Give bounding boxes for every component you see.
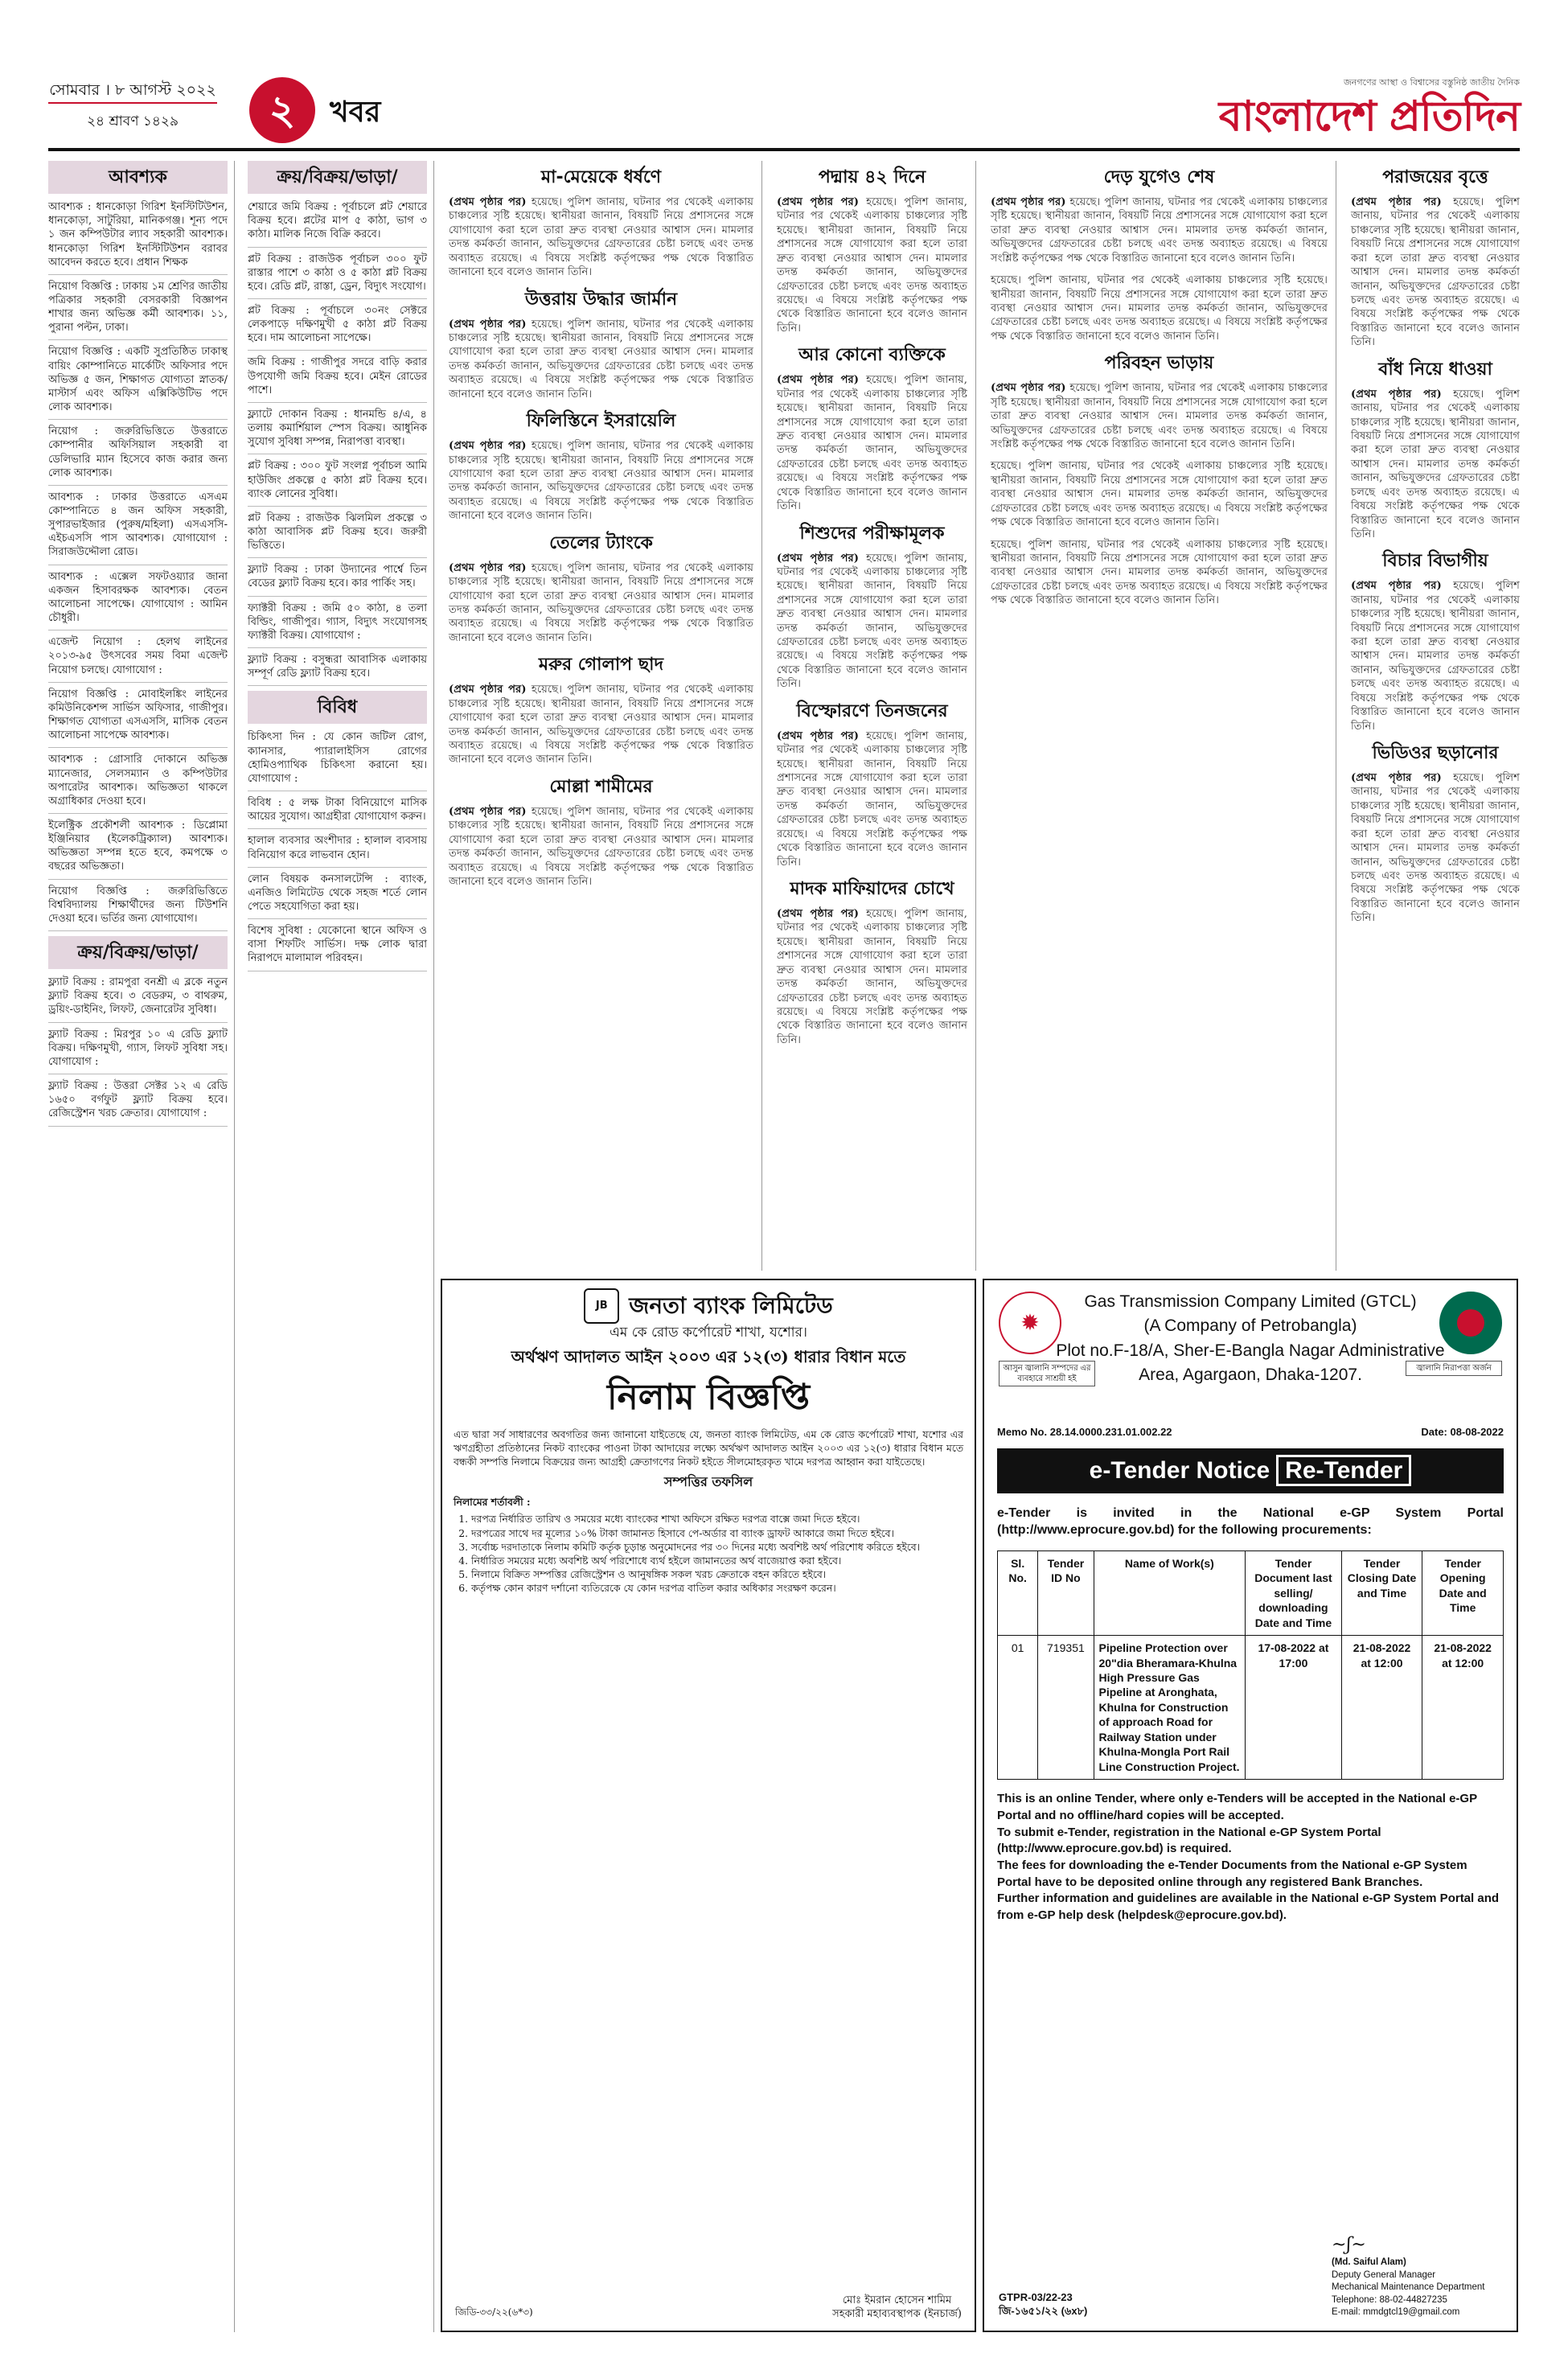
classifieds-column-1 bbox=[48, 161, 235, 2332]
masthead bbox=[48, 77, 1520, 151]
news-column-5 bbox=[983, 161, 1336, 1271]
legal-act: অর্থঋণ আদালত আইন ২০০৩ এর ১২(৩) ধারার বিধান মতে bbox=[511, 1347, 906, 1367]
classified-ad: নিয়োগ বিজ্ঞপ্তি : একটি সুপ্রতিষ্ঠিত ঢাকাস্থ বায়িং কোম্পানিতে মার্কেটিং অফিসার পদে অভিজ্ঞ ৫ জন, শিক্ষাগত যোগ্যতা স্নাতক/মাস্টার্স এবং অফিস এক্সিকিউটিভ পদে লোক আবশ্যক। bbox=[48, 345, 228, 420]
headline-desert-rose: মরুর গোলাপ ছাদ bbox=[538, 655, 664, 676]
headline-mother-daughter: মা-মেয়েকে ধর্ষণে bbox=[540, 167, 662, 187]
classified-ad: প্লট বিক্রয় : ৩০০ ফুট সংলগ্ন পূর্বাচল আমি হাউজিং প্রকল্পে ৫ কাঠা প্লট বিক্রয় হবে। ব্যাংক লোনের সুবিধা। bbox=[248, 459, 427, 506]
classified-ad: হালাল ব্যবসার অংশীদার : হালাল ব্যবসায় বিনিয়োগ করে লাভবান হোন। bbox=[248, 834, 427, 867]
classified-ad: ফ্ল্যাট বিক্রয় : মিরপুর ১০ এ রেডি ফ্ল্যাট বিক্রয়। দক্ষিণমুখী, গ্যাস, লিফট সুবিধা সহ। যোগাযোগ : bbox=[48, 1028, 228, 1074]
article-text: হয়েছে। পুলিশ জানায়, ঘটনার পর থেকেই এলাকায় চাঞ্চল্যের সৃষ্টি হয়েছে। স্থানীয়রা জানান, বিষয়টি নিয়ে প্রশাসনের সঙ্গে যোগাযোগ করা হলে তারা দ্রুত ব্যবস্থা নেওয়ার আশ্বাস দেন। মামলার তদন্ত কর্মকর্তা জানান, অভিযুক্তদের গ্রেফতারের চেষ্টা চলছে এবং তদন্ত অব্যাহত রয়েছে। এ বিষয়ে সংশ্লিষ্ট কর্তৃপক্ষের পক্ষ থেকে বিস্তারিত জানানো হবে বলেও জানান তিনি। bbox=[449, 561, 753, 644]
cell-sl: 01 bbox=[998, 1636, 1038, 1780]
article-text: হয়েছে। পুলিশ জানায়, ঘটনার পর থেকেই এলাকায় চাঞ্চল্যের সৃষ্টি হয়েছে। স্থানীয়রা জানান, বিষয়টি নিয়ে প্রশাসনের সঙ্গে যোগাযোগ করা হলে তারা দ্রুত ব্যবস্থা নেওয়ার আশ্বাস দেন। মামলার তদন্ত কর্মকর্তা জানান, অভিযুক্তদের গ্রেফতারের চেষ্টা চলছে এবং তদন্ত অব্যাহত রয়েছে। এ বিষয়ে সংশ্লিষ্ট কর্তৃপক্ষের পক্ষ থেকে বিস্তারিত জানানো হবে বলেও জানান তিনি। bbox=[1351, 388, 1520, 540]
signature-block bbox=[832, 2294, 962, 2321]
classifieds-column-2 bbox=[241, 161, 434, 2332]
article-text: হয়েছে। পুলিশ জানায়, ঘটনার পর থেকেই এলাকায় চাঞ্চল্যের সৃষ্টি হয়েছে। স্থানীয়রা জানান, বিষয়টি নিয়ে প্রশাসনের সঙ্গে যোগাযোগ করা হলে তারা দ্রুত ব্যবস্থা নেওয়ার আশ্বাস দেন। মামলার তদন্ত কর্মকর্তা জানান, অভিযুক্তদের গ্রেফতারের চেষ্টা চলছে এবং তদন্ত অব্যাহত রয়েছে। এ বিষয়ে সংশ্লিষ্ট কর্তৃপক্ষের পক্ষ থেকে বিস্তারিত জানানো হবে বলেও জানান তিনি। bbox=[449, 196, 753, 279]
article-body bbox=[777, 195, 967, 335]
cell-tender-id: 719351 bbox=[1038, 1636, 1094, 1780]
column-header: Tender Opening Date and Time bbox=[1422, 1550, 1504, 1635]
article-body bbox=[449, 318, 753, 402]
note-line: Further information and guidelines are available in the National e-GP System Portal and from e-GP help desk (helpdesk@eprocure.gov.bd). bbox=[997, 1891, 1500, 1923]
article-body bbox=[777, 729, 967, 869]
signatory-email: E-mail: mmdgtcl19@gmail.com bbox=[1332, 2307, 1460, 2318]
article-body bbox=[777, 907, 967, 1047]
classified-ad: প্লট বিক্রয় : রাজউক পূর্বাচল ৩০০ ফুট রাস্তার পাশে ৩ কাঠা ও ৫ কাঠা প্লট বিক্রয় হবে। রেডি প্লট, রাস্তা, ড্রেন, বিদ্যুৎ সংযোগ। bbox=[248, 253, 427, 299]
bank-name: জনতা ব্যাংক লিমিটেড bbox=[629, 1292, 833, 1319]
continuation-label: (প্রথম পৃষ্ঠার পর) bbox=[777, 196, 860, 209]
article-text: হয়েছে। পুলিশ জানায়, ঘটনার পর থেকেই এলাকায় চাঞ্চল্যের সৃষ্টি হয়েছে। স্থানীয়রা জানান, বিষয়টি নিয়ে প্রশাসনের সঙ্গে যোগাযোগ করা হলে তারা দ্রুত ব্যবস্থা নেওয়ার আশ্বাস দেন। মামলার তদন্ত কর্মকর্তা জানান, অভিযুক্তদের গ্রেফতারের চেষ্টা চলছে এবং তদন্ত অব্যাহত রয়েছে। এ বিষয়ে সংশ্লিষ্ট কর্তৃপক্ষের পক্ষ থেকে বিস্তারিত জানানো হবে বলেও জানান তিনি। bbox=[777, 908, 967, 1046]
gtcl-etender-notice bbox=[983, 1279, 1518, 2332]
ad-code: জি-১৬৫১/২২ (৬x৮) bbox=[999, 2304, 1088, 2317]
continuation-label: (প্রথম পৃষ্ঠার পর) bbox=[777, 552, 860, 565]
term-item: 3. সর্বোচ্চ দরদাতাকে নিলাম কমিটি কর্তৃক চূড়ান্ত অনুমোদনের পর ৩০ দিনের মধ্যে অবশিষ্ট অর্থ পরিশোধ করিতে হইবে। bbox=[471, 1540, 963, 1554]
issue-date-bangla: ২৪ শ্রাবণ ১৪২৯ bbox=[86, 113, 179, 129]
article-text: হয়েছে। পুলিশ জানায়, ঘটনার পর থেকেই এলাকায় চাঞ্চল্যের সৃষ্টি হয়েছে। স্থানীয়রা জানান, বিষয়টি নিয়ে প্রশাসনের সঙ্গে যোগাযোগ করা হলে তারা দ্রুত ব্যবস্থা নেওয়ার আশ্বাস দেন। মামলার তদন্ত কর্মকর্তা জানান, অভিযুক্তদের গ্রেফতারের চেষ্টা চলছে এবং তদন্ত অব্যাহত রয়েছে। এ বিষয়ে সংশ্লিষ্ট কর্তৃপক্ষের পক্ষ থেকে বিস্তারিত জানানো হবে বলেও জানান তিনি। bbox=[449, 805, 753, 888]
section-head-buy-sell: ক্রয়/বিক্রয়/ভাড়া/ bbox=[48, 936, 228, 969]
notice-type: e-Tender Notice bbox=[1089, 1456, 1270, 1484]
article-text: হয়েছে। পুলিশ জানায়, ঘটনার পর থেকেই এলাকায় চাঞ্চল্যের সৃষ্টি হয়েছে। স্থানীয়রা জানান, বিষয়টি নিয়ে প্রশাসনের সঙ্গে যোগাযোগ করা হলে তারা দ্রুত ব্যবস্থা নেওয়ার আশ্বাস দেন। মামলার তদন্ত কর্মকর্তা জানান, অভিযুক্তদের গ্রেফতারের চেষ্টা চলছে এবং তদন্ত অব্যাহত রয়েছে। এ বিষয়ে সংশ্লিষ্ট কর্তৃপক্ষের পক্ষ থেকে বিস্তারিত জানানো হবে বলেও জানান তিনি। bbox=[991, 382, 1328, 450]
headline-padma: পদ্মায় ৪২ দিনে bbox=[818, 167, 926, 187]
column-header: Sl. No. bbox=[998, 1550, 1038, 1635]
classified-ad: ফ্ল্যাটে দোকান বিক্রয় : ধানমন্ডি ৪/এ, ৪ তলায় কমার্শিয়াল স্পেস বিক্রয়। আধুনিক সুযোগ সুবিধা সম্পন্ন, নিরাপত্তা ব্যবস্থা। bbox=[248, 408, 427, 454]
column-header: Tender ID No bbox=[1038, 1550, 1094, 1635]
table-header-row bbox=[998, 1550, 1504, 1635]
classified-ad: প্লট বিক্রয় : পূর্বাচলে ৩০নং সেক্টরে লেকপাড়ে দক্ষিণমুখী ৫ কাঠা প্লট বিক্রয় হবে। দাম আলোচনা সাপেক্ষে। bbox=[248, 304, 427, 351]
wanted-ads bbox=[48, 200, 228, 931]
continuation-label: (প্রথম পৃষ্ঠার পর) bbox=[1351, 388, 1442, 400]
article-text: হয়েছে। পুলিশ জানায়, ঘটনার পর থেকেই এলাকায় চাঞ্চল্যের সৃষ্টি হয়েছে। স্থানীয়রা জানান, বিষয়টি নিয়ে প্রশাসনের সঙ্গে যোগাযোগ করা হলে তারা দ্রুত ব্যবস্থা নেওয়ার আশ্বাস দেন। মামলার তদন্ত কর্মকর্তা জানান, অভিযুক্তদের গ্রেফতারের চেষ্টা চলছে এবং তদন্ত অব্যাহত রয়েছে। এ বিষয়ে সংশ্লিষ্ট কর্তৃপক্ষের পক্ষ থেকে বিস্তারিত জানানো হবে বলেও জানান তিনি। bbox=[777, 196, 967, 335]
headline-dam-chase: বাঁধ নিয়ে ধাওয়া bbox=[1378, 359, 1492, 380]
article-text: হয়েছে। পুলিশ জানায়, ঘটনার পর থেকেই এলাকায় চাঞ্চল্যের সৃষ্টি হয়েছে। স্থানীয়রা জানান, বিষয়টি নিয়ে প্রশাসনের সঙ্গে যোগাযোগ করা হলে তারা দ্রুত ব্যবস্থা নেওয়ার আশ্বাস দেন। মামলার তদন্ত কর্মকর্তা জানান, অভিযুক্তদের গ্রেফতারের চেষ্টা চলছে এবং তদন্ত অব্যাহত রয়েছে। এ বিষয়ে সংশ্লিষ্ট কর্তৃপক্ষের পক্ষ থেকে বিস্তারিত জানানো হবে বলেও জানান তিনি। bbox=[991, 460, 1328, 529]
article-body bbox=[777, 373, 967, 513]
article-body bbox=[449, 805, 753, 889]
classified-ad: ফ্যাক্টরী বিক্রয় : জমি ৫০ কাঠা, ৪ তলা বিল্ডিং, গাজীপুর। গ্যাস, বিদ্যুৎ সংযোগসহ ফ্যাক্টরী বিক্রয়। যোগাযোগ : bbox=[248, 602, 427, 648]
continuation-label: (প্রথম পৃষ্ঠার পর) bbox=[777, 374, 860, 387]
slogan-right: জ্বালানি নিরাপত্তা অর্জন bbox=[1406, 1361, 1502, 1376]
schedule-title: সম্পত্তির তফসিল bbox=[663, 1474, 753, 1490]
classified-ad: প্লট বিক্রয় : রাজউক ঝিলমিল প্রকল্পে ৩ কাঠা আবাসিক প্লট বিক্রয় হবে। জরুরী ভিত্তিতে। bbox=[248, 511, 427, 558]
classified-ad: নিয়োগ : জরুরিভিত্তিতে উত্তরাতে কোম্পানীর অফিসিয়াল সহকারী বা ডেলিভারি ম্যান হিসেবে কাজ করার জন্য লোক আবশ্যক। bbox=[48, 425, 228, 486]
article-text: হয়েছে। পুলিশ জানায়, ঘটনার পর থেকেই এলাকায় চাঞ্চল্যের সৃষ্টি হয়েছে। স্থানীয়রা জানান, বিষয়টি নিয়ে প্রশাসনের সঙ্গে যোগাযোগ করা হলে তারা দ্রুত ব্যবস্থা নেওয়ার আশ্বাস দেন। মামলার তদন্ত কর্মকর্তা জানান, অভিযুক্তদের গ্রেফতারের চেষ্টা চলছে এবং তদন্ত অব্যাহত রয়েছে। এ বিষয়ে সংশ্লিষ্ট কর্তৃপক্ষের পক্ষ থেকে বিস্তারিত জানানো হবে বলেও জানান তিনি। bbox=[449, 684, 753, 766]
term-item: 4. নির্ধারিত সময়ের মধ্যে অবশিষ্ট অর্থ পরিশোধে ব্যর্থ হইলে জামানতের অর্থ বাজেয়াপ্ত করা হইবে। bbox=[471, 1554, 963, 1567]
table-row bbox=[998, 1636, 1504, 1780]
news-column-3 bbox=[441, 161, 762, 1271]
logo-tagline: জনগণের আস্থা ও বিশ্বাসের বস্তুনিষ্ঠ জাতীয় দৈনিক bbox=[1343, 77, 1520, 88]
article-body bbox=[777, 552, 967, 692]
headline-defeat-cycle: পরাজয়ের বৃত্তে bbox=[1382, 167, 1488, 187]
article-text: হয়েছে। পুলিশ জানায়, ঘটনার পর থেকেই এলাকায় চাঞ্চল্যের সৃষ্টি হয়েছে। স্থানীয়রা জানান, বিষয়টি নিয়ে প্রশাসনের সঙ্গে যোগাযোগ করা হলে তারা দ্রুত ব্যবস্থা নেওয়ার আশ্বাস দেন। মামলার তদন্ত কর্মকর্তা জানান, অভিযুক্তদের গ্রেফতারের চেষ্টা চলছে এবং তদন্ত অব্যাহত রয়েছে। এ বিষয়ে সংশ্লিষ্ট কর্তৃপক্ষের পক্ষ থেকে বিস্তারিত জানানো হবে বলেও জানান তিনি। bbox=[449, 318, 753, 400]
article-body bbox=[991, 538, 1328, 608]
continuation-label: (প্রথম পৃষ্ঠার পর) bbox=[449, 561, 527, 574]
headline-video: ভিডিওর ছড়ানোর bbox=[1372, 743, 1499, 764]
note-line: The fees for downloading the e-Tender Documents from the National e-GP System Portal have to be deposited online through any registered Bank Branches. bbox=[997, 1859, 1467, 1889]
classified-ad: নিয়োগ বিজ্ঞপ্তি : ঢাকায় ১ম শ্রেণির জাতীয় পত্রিকার সহকারী বেসরকারী বিজ্ঞাপন শাখার জন্য অভিজ্ঞ কর্মী আবশ্যক। ১১, পুরানা পল্টন, ঢাকা। bbox=[48, 280, 228, 341]
article-text: হয়েছে। পুলিশ জানায়, ঘটনার পর থেকেই এলাকায় চাঞ্চল্যের সৃষ্টি হয়েছে। স্থানীয়রা জানান, বিষয়টি নিয়ে প্রশাসনের সঙ্গে যোগাযোগ করা হলে তারা দ্রুত ব্যবস্থা নেওয়ার আশ্বাস দেন। মামলার তদন্ত কর্মকর্তা জানান, অভিযুক্তদের গ্রেফতারের চেষ্টা চলছে এবং তদন্ত অব্যাহত রয়েছে। এ বিষয়ে সংশ্লিষ্ট কর্তৃপক্ষের পক্ষ থেকে বিস্তারিত জানানো হবে বলেও জানান তিনি। bbox=[991, 196, 1328, 265]
news-column-6 bbox=[1343, 161, 1520, 1271]
retender-badge: Re-Tender bbox=[1276, 1455, 1411, 1486]
continuation-label: (প্রথম পৃষ্ঠার পর) bbox=[991, 196, 1066, 209]
signatory-department: Mechanical Maintenance Department bbox=[1332, 2282, 1485, 2293]
continuation-label: (প্রথম পৃষ্ঠার পর) bbox=[449, 684, 527, 696]
note-line: To submit e-Tender, registration in the National e-GP System Portal (http://www.eprocure.gov.bd) is required. bbox=[997, 1825, 1381, 1856]
continuation-label: (প্রথম পৃষ্ঠার পর) bbox=[449, 318, 527, 331]
article-body bbox=[449, 683, 753, 767]
term-item: 2. দরপত্রের সাথে দর মূল্যের ১০% টাকা জামানত হিসাবে পে-অর্ডার বা ব্যাংক ড্রাফট আকারে জমা দিতে হইবে। bbox=[471, 1526, 963, 1540]
classified-ad: আবশ্যক : ধানকোড়া গিরিশ ইনস্টিটিউশন, ধানকোড়া, সাটুরিয়া, মানিকগঞ্জ। শূন্য পদে ১ জন কম্পিউটার ল্যাব সহকারী আবশ্যক। ধানকোড়া গিরিশ ইনস্টিটিউশন বরাবর আবেদন করতে হবে। প্রধান শিক্ষক bbox=[48, 200, 228, 275]
continuation-label: (প্রথম পৃষ্ঠার পর) bbox=[777, 729, 860, 742]
signatory-phone: Telephone: 88-02-44827235 bbox=[1332, 2294, 1447, 2305]
cell-opening-date: 21-08-2022 at 12:00 bbox=[1422, 1636, 1504, 1780]
address-line-2: Area, Agargaon, Dhaka-1207. bbox=[1139, 1366, 1362, 1385]
column-header: Tender Document last selling/ downloading Date and Time bbox=[1246, 1550, 1342, 1635]
article-body bbox=[1351, 579, 1520, 733]
article-text: হয়েছে। পুলিশ জানায়, ঘটনার পর থেকেই এলাকায় চাঞ্চল্যের সৃষ্টি হয়েছে। স্থানীয়রা জানান, বিষয়টি নিয়ে প্রশাসনের সঙ্গে যোগাযোগ করা হলে তারা দ্রুত ব্যবস্থা নেওয়ার আশ্বাস দেন। মামলার তদন্ত কর্মকর্তা জানান, অভিযুক্তদের গ্রেফতারের চেষ্টা চলছে এবং তদন্ত অব্যাহত রয়েছে। এ বিষয়ে সংশ্লিষ্ট কর্তৃপক্ষের পক্ষ থেকে বিস্তারিত জানানো হবে বলেও জানান তিনি। bbox=[449, 440, 753, 523]
classified-ad: আবশ্যক : এক্সেল সফটওয়্যার জানা একজন হিসাবরক্ষক আবশ্যক। বেতন আলোচনা সাপেক্ষে। যোগাযোগ : আমিন চৌধুরী। bbox=[48, 570, 228, 631]
article-text: হয়েছে। পুলিশ জানায়, ঘটনার পর থেকেই এলাকায় চাঞ্চল্যের সৃষ্টি হয়েছে। স্থানীয়রা জানান, বিষয়টি নিয়ে প্রশাসনের সঙ্গে যোগাযোগ করা হলে তারা দ্রুত ব্যবস্থা নেওয়ার আশ্বাস দেন। মামলার তদন্ত কর্মকর্তা জানান, অভিযুক্তদের গ্রেফতারের চেষ্টা চলছে এবং তদন্ত অব্যাহত রয়েছে। এ বিষয়ে সংশ্লিষ্ট কর্তৃপক্ষের পক্ষ থেকে বিস্তারিত জানানো হবে বলেও জানান তিনি। bbox=[1351, 772, 1520, 925]
article-text: হয়েছে। পুলিশ জানায়, ঘটনার পর থেকেই এলাকায় চাঞ্চল্যের সৃষ্টি হয়েছে। স্থানীয়রা জানান, বিষয়টি নিয়ে প্রশাসনের সঙ্গে যোগাযোগ করা হলে তারা দ্রুত ব্যবস্থা নেওয়ার আশ্বাস দেন। মামলার তদন্ত কর্মকর্তা জানান, অভিযুক্তদের গ্রেফতারের চেষ্টা চলছে এবং তদন্ত অব্যাহত রয়েছে। এ বিষয়ে সংশ্লিষ্ট কর্তৃপক্ষের পক্ষ থেকে বিস্তারিত জানানো হবে বলেও জানান তিনি। bbox=[777, 374, 967, 513]
article-body bbox=[449, 439, 753, 524]
bank-branch: এম কে রোড কর্পোরেট শাখা, যশোর। bbox=[609, 1325, 808, 1341]
cell-closing-date: 21-08-2022 at 12:00 bbox=[1341, 1636, 1422, 1780]
article-body bbox=[449, 195, 753, 280]
note-line: This is an online Tender, where only e-Tenders will be accepted in the National e-GP Portal and no offline/hard copies will be accepted. bbox=[997, 1792, 1477, 1822]
classified-ad: ইলেক্ট্রিক প্রকৌশলী আবশ্যক : ডিপ্লোমা ইঞ্জিনিয়ার (ইলেকট্রিক্যাল) আবশ্যক। অভিজ্ঞতা সম্পন্ন হতে হবে, কমপক্ষে ৩ বছরের অভিজ্ঞতা। bbox=[48, 819, 228, 880]
page-number-badge: ২ bbox=[249, 77, 315, 143]
signature-mark-icon: ~ʃ~ bbox=[1332, 2234, 1366, 2255]
classified-ad: নিয়োগ বিজ্ঞপ্তি : জরুরিভিত্তিতে বিশ্ববিদ্যালয় শিক্ষার্থীদের জন্য টিউশনি দেওয়া হবে। ভর্তির জন্য যোগাযোগ। bbox=[48, 885, 228, 931]
signatory-name: (Md. Saiful Alam) bbox=[1332, 2257, 1406, 2268]
classified-ad: ফ্ল্যাট বিক্রয় : বসুন্ধরা আবাসিক এলাকায় সম্পূর্ণ রেডি ফ্ল্যাট বিক্রয় হবে। bbox=[248, 653, 427, 686]
headline-molla-shamim: মোল্লা শামীমের bbox=[549, 776, 653, 797]
issue-date: সোমবার । ৮ আগস্ট ২০২২ bbox=[48, 80, 217, 104]
headline-palestine: ফিলিস্তিনে ইসরায়েলি bbox=[526, 411, 676, 432]
cell-selling-date: 17-08-2022 at 17:00 bbox=[1246, 1636, 1342, 1780]
continuation-label: (প্রথম পৃষ্ঠার পর) bbox=[1351, 580, 1442, 593]
notice-title: নিলাম বিজ্ঞপ্তি bbox=[606, 1376, 811, 1418]
classified-ad: ফ্ল্যাট বিক্রয় : ঢাকা উদ্যানের পার্শ্বে তিন বেডের ফ্ল্যাট বিক্রয় হবে। কার পার্কিং সহ। bbox=[248, 563, 427, 596]
classified-ad: লোন বিষয়ক কনসালটেন্সি : ব্যাংক, এনজিও লিমিটেড থেকে সহজ শর্তে লোন পেতে সহযোগিতা করা হয়। bbox=[248, 873, 427, 919]
article-body bbox=[1351, 771, 1520, 926]
section-head-misc: বিবিধ bbox=[248, 691, 427, 724]
article-body bbox=[449, 561, 753, 646]
parent-company: (A Company of Petrobangla) bbox=[1143, 1316, 1357, 1336]
classified-ad: বিবিধ : ৫ লক্ষ টাকা বিনিয়োগে মাসিক আয়ের সুযোগ। আগ্রহীরা যোগাযোগ করুন। bbox=[248, 796, 427, 829]
tender-notes bbox=[997, 1791, 1504, 1924]
janata-bank-auction-notice bbox=[441, 1279, 976, 2332]
signatory-name: মোঃ ইমরান হোসেন শামিম bbox=[842, 2294, 952, 2306]
bank-header bbox=[454, 1288, 963, 1324]
notice-body: এত দ্বারা সর্ব সাধারণের অবগতির জন্য জানানো যাইতেছে যে, জনতা ব্যাংক লিমিটেড, এম কে রোড কর্পোরেট শাখা, যশোর এর ঋণগ্রহীতা প্রতিষ্ঠানের নিকট ব্যাংকের পাওনা টাকা আদায়ের লক্ষ্যে অর্থঋণ আদালত আইন ২০০৩ এর ১২(৩) ধারার বিধান মতে বন্ধকী সম্পত্তি নিলামে বিক্রয়ের জন্য আগ্রহী ক্রেতাগণের নিকট হইতে সীলমোহরকৃত খামে দরপত্র আহ্বান করা যাইতেছে। bbox=[454, 1427, 963, 1468]
classified-ad: আবশ্যক : ঢাকার উত্তরাতে এসএম কোম্পানিতে ৪ জন অফিস সহকারী, সুপারভাইজার (পুরুষ/মহিলা) এসএসসি-এইচএসসি পাস আবশ্যক। যোগাযোগ : সিরাজউদ্দৌলা রোড। bbox=[48, 491, 228, 565]
tender-table bbox=[997, 1550, 1504, 1780]
headline-transport-fare: পরিবহন ভাড়ায় bbox=[1104, 353, 1214, 374]
address-line-1: Plot no.F-18/A, Sher-E-Bangla Nagar Administrative bbox=[1056, 1341, 1445, 1360]
memo-date: Date: 08-08-2022 bbox=[1421, 1425, 1504, 1438]
notice-band bbox=[997, 1448, 1504, 1493]
term-item: 6. কর্তৃপক্ষ কোন কারণ দর্শানো ব্যতিরেকে যে কোন দরপত্র বাতিল করার অধিকার সংরক্ষণ করেন। bbox=[471, 1581, 963, 1595]
article-text: হয়েছে। পুলিশ জানায়, ঘটনার পর থেকেই এলাকায় চাঞ্চল্যের সৃষ্টি হয়েছে। স্থানীয়রা জানান, বিষয়টি নিয়ে প্রশাসনের সঙ্গে যোগাযোগ করা হলে তারা দ্রুত ব্যবস্থা নেওয়ার আশ্বাস দেন। মামলার তদন্ত কর্মকর্তা জানান, অভিযুক্তদের গ্রেফতারের চেষ্টা চলছে এবং তদন্ত অব্যাহত রয়েছে। এ বিষয়ে সংশ্লিষ্ট কর্তৃপক্ষের পক্ষ থেকে বিস্তারিত জানানো হবে বলেও জানান তিনি। bbox=[1351, 196, 1520, 349]
article-body bbox=[991, 273, 1328, 343]
continuation-label: (প্রথম পৃষ্ঠার পর) bbox=[991, 382, 1066, 395]
article-body bbox=[1351, 195, 1520, 350]
newspaper-logo bbox=[1219, 77, 1520, 144]
cell-work-name: Pipeline Protection over 20"dia Bheramara-Khulna High Pressure Gas Pipeline at Aronghata, Khulna for Construction of approach Road for Railway Station under Khulna-Mongla Port Rail Line Construction Project. bbox=[1094, 1636, 1246, 1780]
signatory-title: সহকারী মহাব্যবস্থাপক (ইনচার্জ) bbox=[832, 2307, 962, 2320]
continuation-label: (প্রথম পৃষ্ঠার পর) bbox=[777, 908, 860, 921]
tender-code: GTPR-03/22-23 bbox=[999, 2290, 1073, 2303]
classified-ad: নিয়োগ বিজ্ঞপ্তি : মোবাইলঙ্কিং লাইনের কমিউনিকেশন্স সার্ভিস অফিসার, গাজীপুর। শিক্ষাগত যোগ্যতা এসএসসি, মাসিক বেতন আলোচনা সাপেক্ষে আবশ্যক। bbox=[48, 688, 228, 749]
article-text: হয়েছে। পুলিশ জানায়, ঘটনার পর থেকেই এলাকায় চাঞ্চল্যের সৃষ্টি হয়েছে। স্থানীয়রা জানান, বিষয়টি নিয়ে প্রশাসনের সঙ্গে যোগাযোগ করা হলে তারা দ্রুত ব্যবস্থা নেওয়ার আশ্বাস দেন। মামলার তদন্ত কর্মকর্তা জানান, অভিযুক্তদের গ্রেফতারের চেষ্টা চলছে এবং তদন্ত অব্যাহত রয়েছে। এ বিষয়ে সংশ্লিষ্ট কর্তৃপক্ষের পক্ষ থেকে বিস্তারিত জানানো হবে বলেও জানান তিনি। bbox=[777, 552, 967, 691]
ad-codes bbox=[999, 2290, 1087, 2318]
classified-ad: শেয়ারে জমি বিক্রয় : পূর্বাচলে প্লট শেয়ারে বিক্রয় হবে। প্লটের মাপ ৫ কাঠা, ভাগ ৩ কাঠা। মালিক নিজে বিক্রি করবে। bbox=[248, 200, 427, 247]
term-item: 1. দরপত্র নির্ধারিত তারিখ ও সময়ের মধ্যে ব্যাংকের শাখা অফিসে রক্ষিত দরপত্র বাক্সে জমা দিতে হইবে। bbox=[471, 1512, 963, 1526]
headline-uttara: উত্তরায় উদ্ধার জার্মান bbox=[524, 289, 678, 310]
continuation-label: (প্রথম পৃষ্ঠার পর) bbox=[1351, 772, 1442, 785]
slogan-left: আসুন জ্বালানি সম্পদের এর ব্যবহারে সাশ্রয়ী হই bbox=[999, 1361, 1095, 1386]
continuation-label: (প্রথম পৃষ্ঠার পর) bbox=[449, 440, 527, 453]
section-head-wanted: আবশ্যক bbox=[48, 161, 228, 194]
classified-ad: বিশেষ সুবিধা : যেকোনো স্থানে অফিস ও বাসা শিফটিং সার্ভিস। দক্ষ লোক দ্বারা নিরাপদে মালামাল পরিবহন। bbox=[248, 924, 427, 971]
article-body bbox=[991, 195, 1328, 265]
ad-code: জিডি-৩৩/২২(৬*৩) bbox=[455, 2306, 533, 2319]
signatory-title: Deputy General Manager bbox=[1332, 2269, 1436, 2280]
classified-ad: ফ্ল্যাট বিক্রয় : রামপুরা বনশ্রী এ ব্লকে নতুন ফ্ল্যাট বিক্রয় হবে। ৩ বেডরুম, ৩ বাথরুম, ড্রয়িং-ডাইনিং, লিফট, জেনারেটর সুবিধা। bbox=[48, 975, 228, 1022]
classified-ad: আবশ্যক : গ্রোসারি দোকানে অভিজ্ঞ ম্যানেজার, সেলসম্যান ও কম্পিউটার অপারেটর আবশ্যক। অভিজ্ঞতা থাকলে অগ্রাধিকার দেওয়া হবে। bbox=[48, 753, 228, 814]
company-name: Gas Transmission Company Limited (GTCL) bbox=[1084, 1292, 1417, 1311]
mujib-emblem-icon bbox=[1439, 1292, 1502, 1354]
tender-intro: e-Tender is invited in the National e-GP System Portal (http://www.eprocure.gov.bd) for the following procurements: bbox=[997, 1505, 1504, 1538]
column-header: Tender Closing Date and Time bbox=[1341, 1550, 1422, 1635]
headline-children-trial: শিশুদের পরীক্ষামূলক bbox=[799, 523, 945, 544]
headline-drug-mafia: মাদক মাফিয়াদের চোখে bbox=[790, 879, 954, 899]
article-text: হয়েছে। পুলিশ জানায়, ঘটনার পর থেকেই এলাকায় চাঞ্চল্যের সৃষ্টি হয়েছে। স্থানীয়রা জানান, বিষয়টি নিয়ে প্রশাসনের সঙ্গে যোগাযোগ করা হলে তারা দ্রুত ব্যবস্থা নেওয়ার আশ্বাস দেন। মামলার তদন্ত কর্মকর্তা জানান, অভিযুক্তদের গ্রেফতারের চেষ্টা চলছে এবং তদন্ত অব্যাহত রয়েছে। এ বিষয়ে সংশ্লিষ্ট কর্তৃপক্ষের পক্ষ থেকে বিস্তারিত জানানো হবে বলেও জানান তিনি। bbox=[991, 538, 1328, 607]
article-text: হয়েছে। পুলিশ জানায়, ঘটনার পর থেকেই এলাকায় চাঞ্চল্যের সৃষ্টি হয়েছে। স্থানীয়রা জানান, বিষয়টি নিয়ে প্রশাসনের সঙ্গে যোগাযোগ করা হলে তারা দ্রুত ব্যবস্থা নেওয়ার আশ্বাস দেন। মামলার তদন্ত কর্মকর্তা জানান, অভিযুক্তদের গ্রেফতারের চেষ্টা চলছে এবং তদন্ত অব্যাহত রয়েছে। এ বিষয়ে সংশ্লিষ্ট কর্তৃপক্ষের পক্ষ থেকে বিস্তারিত জানানো হবে বলেও জানান তিনি। bbox=[777, 729, 967, 869]
section-title: খবর bbox=[330, 95, 381, 129]
continuation-label: (প্রথম পৃষ্ঠার পর) bbox=[449, 805, 527, 818]
terms-list bbox=[454, 1512, 963, 1595]
article-text: হয়েছে। পুলিশ জানায়, ঘটনার পর থেকেই এলাকায় চাঞ্চল্যের সৃষ্টি হয়েছে। স্থানীয়রা জানান, বিষয়টি নিয়ে প্রশাসনের সঙ্গে যোগাযোগ করা হলে তারা দ্রুত ব্যবস্থা নেওয়ার আশ্বাস দেন। মামলার তদন্ত কর্মকর্তা জানান, অভিযুক্তদের গ্রেফতারের চেষ্টা চলছে এবং তদন্ত অব্যাহত রয়েছে। এ বিষয়ে সংশ্লিষ্ট কর্তৃপক্ষের পক্ষ থেকে বিস্তারিত জানানো হবে বলেও জানান তিনি। bbox=[1351, 580, 1520, 733]
article-body bbox=[1351, 388, 1520, 542]
headline-no-other-person: আর কোনো ব্যক্তিকে bbox=[798, 345, 946, 366]
terms-title: নিলামের শর্তাবলী : bbox=[454, 1496, 531, 1509]
classified-ad: চিকিৎসা দিন : যে কোন জটিল রোগ, ক্যানসার, প্যারালাইসিস রোগের হোমিওপ্যাথিক চিকিৎসা করানো হয়। যোগাযোগ : bbox=[248, 730, 427, 791]
classified-ad: এজেন্ট নিয়োগ : হেলথ লাইনের ২০১৩-৯৫ উৎসবের সময় বিমা এজেন্ট নিয়োগ চলছে। যোগাযোগ : bbox=[48, 635, 228, 682]
headline-judicial: বিচার বিভাগীয় bbox=[1382, 551, 1488, 572]
logo-name: বাংলাদেশ প্রতিদিন bbox=[1218, 92, 1520, 141]
continuation-label: (প্রথম পৃষ্ঠার পর) bbox=[449, 196, 527, 209]
continuation-label: (প্রথম পৃষ্ঠার পর) bbox=[1351, 196, 1442, 209]
headline-explosion: বিস্ফোরণে তিনজনের bbox=[796, 700, 948, 721]
term-item: 5. নিলামে বিক্রিত সম্পত্তির রেজিস্ট্রেশন ও আনুষঙ্গিক সকল খরচ ক্রেতাকে বহন করিতে হইবে। bbox=[471, 1567, 963, 1581]
headline-decade: দেড় যুগেও শেষ bbox=[1103, 167, 1215, 187]
headline-oil-tank: তেলের ট্যাংকে bbox=[549, 532, 653, 553]
classified-ad: জমি বিক্রয় : গাজীপুর সদরে বাড়ি করার উপযোগী জমি বিক্রয় হবে। মেইন রোডের পাশে। bbox=[248, 355, 427, 402]
bank-logo: JB bbox=[584, 1288, 619, 1324]
article-body bbox=[991, 459, 1328, 529]
section-head-buy-sell: ক্রয়/বিক্রয়/ভাড়া/ bbox=[248, 161, 427, 194]
memo-line bbox=[997, 1425, 1504, 1439]
gtcl-emblem-icon: ✹ bbox=[999, 1292, 1061, 1354]
memo-number: Memo No. 28.14.0000.231.01.002.22 bbox=[997, 1425, 1172, 1438]
column-header: Name of Work(s) bbox=[1094, 1550, 1246, 1635]
signature-block bbox=[1332, 2233, 1500, 2319]
classified-ad: ফ্ল্যাট বিক্রয় : উত্তরা সেক্টর ১২ এ রেডি ১৬৫০ বর্গফুট ফ্ল্যাট বিক্রয় হবে। রেজিস্ট্রেশন খরচ ক্রেতার। যোগাযোগ : bbox=[48, 1079, 228, 1126]
news-column-4 bbox=[769, 161, 976, 1271]
article-text: হয়েছে। পুলিশ জানায়, ঘটনার পর থেকেই এলাকায় চাঞ্চল্যের সৃষ্টি হয়েছে। স্থানীয়রা জানান, বিষয়টি নিয়ে প্রশাসনের সঙ্গে যোগাযোগ করা হলে তারা দ্রুত ব্যবস্থা নেওয়ার আশ্বাস দেন। মামলার তদন্ত কর্মকর্তা জানান, অভিযুক্তদের গ্রেফতারের চেষ্টা চলছে এবং তদন্ত অব্যাহত রয়েছে। এ বিষয়ে সংশ্লিষ্ট কর্তৃপক্ষের পক্ষ থেকে বিস্তারিত জানানো হবে বলেও জানান তিনি। bbox=[991, 274, 1328, 343]
article-body bbox=[991, 381, 1328, 451]
